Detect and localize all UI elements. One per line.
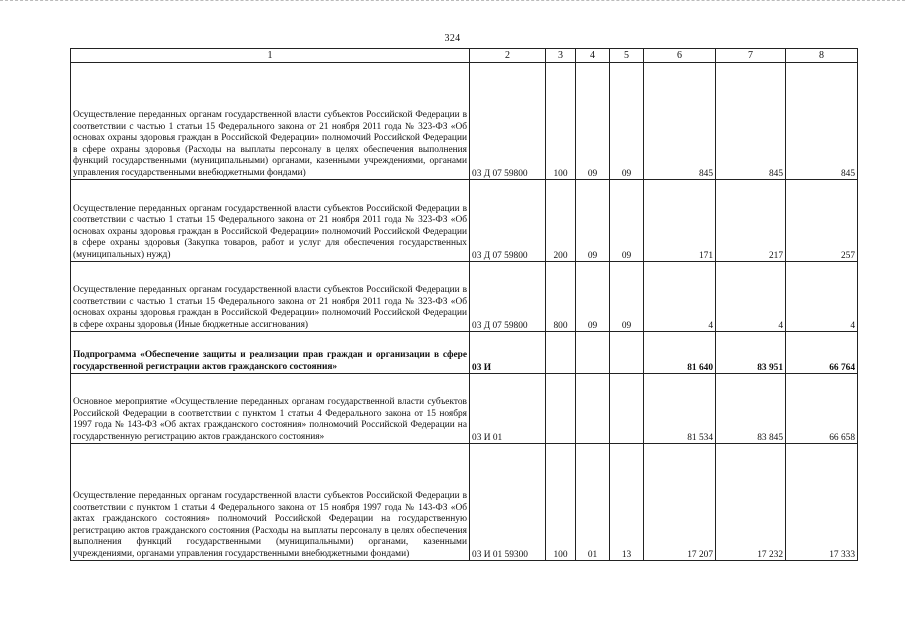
row-code: 03 Д 07 59800 (470, 262, 546, 332)
row-cell-8: 257 (786, 180, 858, 262)
table-row (71, 332, 858, 374)
row-cell-5 (610, 374, 644, 444)
row-description: Осуществление переданных органам государственной власти субъектов Российской Федерации в соответствии с частью 1 статьи 15 Федерального закона от 21 ноября 2011 года № 323-ФЗ «Об основах охраны здоровья граждан в Российской Федерации» полномочий Российской Федерации в сфере охраны здоровья (Закупка товаров, работ и услуг для обеспечения государственных (муниципальных) нужд) (71, 180, 470, 262)
table-row (71, 180, 858, 262)
row-cell-8: 17 333 (786, 444, 858, 561)
row-cell-4: 09 (576, 180, 610, 262)
row-cell-7: 17 232 (716, 444, 786, 561)
row-cell-3: 200 (546, 180, 576, 262)
row-code: 03 Д 07 59800 (470, 63, 546, 180)
row-cell-6: 81 640 (644, 332, 716, 374)
row-cell-7: 217 (716, 180, 786, 262)
row-cell-6: 81 534 (644, 374, 716, 444)
column-header-3: 3 (546, 49, 576, 63)
table-row (71, 444, 858, 561)
table-row (71, 63, 858, 180)
row-cell-4 (576, 374, 610, 444)
row-cell-5: 13 (610, 444, 644, 561)
row-cell-5: 09 (610, 180, 644, 262)
row-cell-7: 83 845 (716, 374, 786, 444)
row-cell-3: 100 (546, 63, 576, 180)
row-cell-8: 66 658 (786, 374, 858, 444)
scan-top-edge (0, 0, 905, 4)
row-cell-6: 845 (644, 63, 716, 180)
column-header-8: 8 (786, 49, 858, 63)
column-header-4: 4 (576, 49, 610, 63)
table-row (71, 262, 858, 332)
row-cell-4: 01 (576, 444, 610, 561)
row-description: Основное мероприятие «Осуществление переданных органам государственной власти субъектов Российской Федерации в соответствии с пунктом 1 статьи 4 Федерального закона от 15 ноября 1997 года № 143-ФЗ «Об актах гражданского состояния» полномочий Российской Федерации на государственную регистрацию актов гражданского состояния» (71, 374, 470, 444)
row-cell-3 (546, 332, 576, 374)
table-row (71, 374, 858, 444)
column-header-2: 2 (470, 49, 546, 63)
row-cell-7: 845 (716, 63, 786, 180)
row-cell-4: 09 (576, 262, 610, 332)
row-cell-7: 83 951 (716, 332, 786, 374)
row-cell-4 (576, 332, 610, 374)
row-cell-5: 09 (610, 63, 644, 180)
row-cell-6: 171 (644, 180, 716, 262)
row-code: 03 И 01 59300 (470, 444, 546, 561)
row-description: Подпрограмма «Обеспечение защиты и реализации прав граждан и организации в сфере государственной регистрации актов гражданского состояния» (71, 332, 470, 374)
row-cell-3: 800 (546, 262, 576, 332)
row-cell-6: 17 207 (644, 444, 716, 561)
column-header-1: 1 (71, 49, 470, 63)
column-header-7: 7 (716, 49, 786, 63)
row-code: 03 Д 07 59800 (470, 180, 546, 262)
row-cell-4: 09 (576, 63, 610, 180)
table-header-row (71, 49, 858, 63)
row-code: 03 И 01 (470, 374, 546, 444)
row-description: Осуществление переданных органам государственной власти субъектов Российской Федерации в соответствии с частью 1 статьи 15 Федерального закона от 21 ноября 2011 года № 323-ФЗ «Об основах охраны здоровья граждан в Российской Федерации» полномочий Российской Федерации в сфере охраны здоровья (Расходы на выплаты персоналу в целях обеспечения выполнения функций государственными (муниципальными) органами, казенными учреждениями, органами управления государственными внебюджетными фондами) (71, 63, 470, 180)
row-cell-3: 100 (546, 444, 576, 561)
column-header-6: 6 (644, 49, 716, 63)
row-code: 03 И (470, 332, 546, 374)
column-header-5: 5 (610, 49, 644, 63)
row-cell-8: 66 764 (786, 332, 858, 374)
row-cell-8: 845 (786, 63, 858, 180)
row-description: Осуществление переданных органам государственной власти субъектов Российской Федерации в соответствии с частью 1 статьи 15 Федерального закона от 21 ноября 2011 года № 323-ФЗ «Об основах охраны здоровья граждан в Российской Федерации» полномочий Российской Федерации в сфере охраны здоровья (Иные бюджетные ассигнования) (71, 262, 470, 332)
row-cell-8: 4 (786, 262, 858, 332)
budget-table (70, 48, 858, 561)
row-description: Осуществление переданных органам государственной власти субъектов Российской Федерации в соответствии с пунктом 1 статьи 4 Федерального закона от 15 ноября 1997 года № 143-ФЗ «Об актах гражданского состояния» полномочий Российской Федерации на государственную регистрацию актов гражданского состояния (Расходы на выплаты персоналу в целях обеспечения выполнения функций государственными (муниципальными) органами, казенными учреждениями, органами управления государственными внебюджетными фондами) (71, 444, 470, 561)
row-cell-5: 09 (610, 262, 644, 332)
row-cell-5 (610, 332, 644, 374)
row-cell-3 (546, 374, 576, 444)
row-cell-7: 4 (716, 262, 786, 332)
row-cell-6: 4 (644, 262, 716, 332)
page-number: 324 (444, 33, 461, 44)
